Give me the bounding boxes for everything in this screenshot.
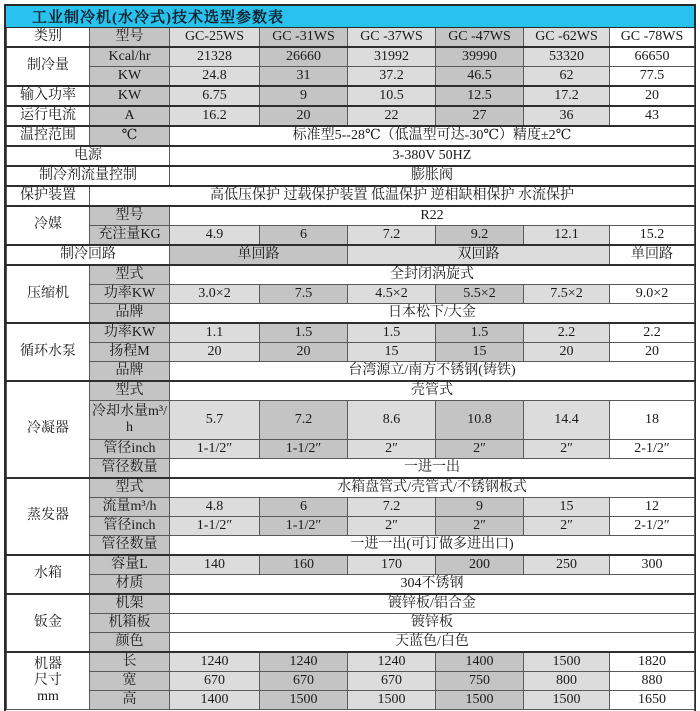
value-cell: 一进一出(可订做多进出口) bbox=[170, 536, 695, 556]
table-frame bbox=[4, 4, 696, 711]
unit-pipe-diameter-inch: 管径inch bbox=[90, 517, 170, 536]
table-row bbox=[7, 633, 695, 653]
value-cell: 2″ bbox=[348, 517, 436, 536]
value-cell: 一进一出 bbox=[170, 459, 695, 479]
unit-flow: 流量m³/h bbox=[90, 498, 170, 517]
label-cooling-capacity: 制冷量 bbox=[7, 47, 90, 86]
value-cell: 1240 bbox=[348, 652, 436, 672]
value-cell: 22 bbox=[348, 106, 436, 126]
value-cell: 膨胀阀 bbox=[170, 166, 695, 186]
value-cell: 9.2 bbox=[436, 226, 524, 246]
table-row bbox=[7, 555, 695, 575]
unit-height: 高 bbox=[90, 691, 170, 710]
unit-model: 型号 bbox=[90, 206, 170, 226]
value-cell: 1240 bbox=[170, 652, 260, 672]
value-cell: 27 bbox=[436, 106, 524, 126]
value-cell: 62 bbox=[524, 67, 610, 87]
model-header: GC-25WS bbox=[170, 28, 260, 47]
unit-celsius: ℃ bbox=[90, 126, 170, 146]
section-refrigerant bbox=[7, 206, 695, 245]
section-water-tank bbox=[7, 555, 695, 594]
label-evaporator: 蒸发器 bbox=[7, 478, 90, 555]
label-condenser: 冷凝器 bbox=[7, 381, 90, 478]
value-cell: 1500 bbox=[436, 691, 524, 710]
value-cell: 160 bbox=[260, 555, 348, 575]
value-cell: 8.6 bbox=[348, 401, 436, 440]
value-cell: 43 bbox=[610, 106, 695, 126]
unit-material: 材质 bbox=[90, 575, 170, 595]
table-row bbox=[7, 652, 695, 672]
value-cell: 1.5 bbox=[348, 323, 436, 343]
model-header: GC -78WS bbox=[610, 28, 695, 47]
label-dimensions bbox=[7, 652, 90, 710]
unit-pipe-count: 管径数量 bbox=[90, 459, 170, 479]
table-row bbox=[7, 498, 695, 517]
unit-ampere: A bbox=[90, 106, 170, 126]
section-running-current bbox=[7, 106, 695, 126]
table-row bbox=[7, 47, 695, 67]
value-cell: 镀锌板/铝合金 bbox=[170, 594, 695, 614]
label-protection: 保护装置 bbox=[7, 186, 90, 206]
unit-type: 型式 bbox=[90, 381, 170, 401]
value-cell: 1240 bbox=[260, 652, 348, 672]
section-input-power bbox=[7, 86, 695, 106]
value-cell: 2″ bbox=[436, 517, 524, 536]
value-cell: 20 bbox=[610, 343, 695, 362]
label-sheet-metal: 钣金 bbox=[7, 594, 90, 652]
table-row bbox=[7, 166, 695, 186]
value-cell: R22 bbox=[170, 206, 695, 226]
value-cell: 200 bbox=[436, 555, 524, 575]
value-cell: 1-1/2″ bbox=[170, 517, 260, 536]
value-cell: 双回路 bbox=[348, 245, 610, 265]
table-row bbox=[7, 478, 695, 498]
table-row bbox=[7, 245, 695, 265]
value-cell: 单回路 bbox=[170, 245, 348, 265]
unit-brand: 品牌 bbox=[90, 304, 170, 324]
value-cell: 31992 bbox=[348, 47, 436, 67]
value-cell: 1650 bbox=[610, 691, 695, 710]
model-header: GC -31WS bbox=[260, 28, 348, 47]
value-cell: 15 bbox=[524, 498, 610, 517]
value-cell: 39990 bbox=[436, 47, 524, 67]
value-cell: 天蓝色/白色 bbox=[170, 633, 695, 653]
table-row bbox=[7, 226, 695, 246]
value-cell: 670 bbox=[170, 672, 260, 691]
value-cell: 镀锌板 bbox=[170, 614, 695, 633]
value-cell: 4.5×2 bbox=[348, 285, 436, 304]
value-cell: 880 bbox=[610, 672, 695, 691]
value-cell: 4.9 bbox=[170, 226, 260, 246]
label-running-current: 运行电流 bbox=[7, 106, 90, 126]
value-cell: 水箱盘管式/壳管式/不锈钢板式 bbox=[170, 478, 695, 498]
table-row bbox=[7, 146, 695, 166]
label-input-power: 输入功率 bbox=[7, 86, 90, 106]
value-cell: 7.5 bbox=[260, 285, 348, 304]
page-title: 工业制冷机(水冷式)技术选型参数表 bbox=[32, 10, 284, 26]
value-cell: 6 bbox=[260, 226, 348, 246]
unit-capacity-l: 容量L bbox=[90, 555, 170, 575]
value-cell: 31 bbox=[260, 67, 348, 87]
value-cell: 20 bbox=[610, 86, 695, 106]
value-cell: 2″ bbox=[524, 517, 610, 536]
dimensions-label-line: mm bbox=[37, 689, 59, 705]
table-row bbox=[7, 440, 695, 459]
model-header: GC -37WS bbox=[348, 28, 436, 47]
unit-type: 型式 bbox=[90, 478, 170, 498]
unit-cooling-water-flow: 冷却水量m³/h bbox=[90, 401, 170, 440]
table-row bbox=[7, 106, 695, 126]
table-row bbox=[7, 517, 695, 536]
unit-kw: KW bbox=[90, 86, 170, 106]
unit-type: 型式 bbox=[90, 265, 170, 285]
value-cell: 1-1/2″ bbox=[260, 517, 348, 536]
value-cell: 单回路 bbox=[610, 245, 695, 265]
value-cell: 壳管式 bbox=[170, 381, 695, 401]
value-cell: 全封闭涡旋式 bbox=[170, 265, 695, 285]
table-row bbox=[7, 536, 695, 556]
value-cell: 高低压保护 过载保护装置 低温保护 逆相缺相保护 水流保护 bbox=[90, 186, 695, 206]
table-row bbox=[7, 285, 695, 304]
section-condenser bbox=[7, 381, 695, 478]
table-row bbox=[7, 362, 695, 382]
value-cell: 14.4 bbox=[524, 401, 610, 440]
value-cell: 日本松下/大金 bbox=[170, 304, 695, 324]
value-cell: 9 bbox=[436, 498, 524, 517]
table-row bbox=[7, 614, 695, 633]
unit-head-m: 扬程M bbox=[90, 343, 170, 362]
unit-brand: 品牌 bbox=[90, 362, 170, 382]
section-protection bbox=[7, 186, 695, 206]
value-cell: 15 bbox=[436, 343, 524, 362]
unit-pipe-count: 管径数量 bbox=[90, 536, 170, 556]
value-cell: 2-1/2″ bbox=[610, 440, 695, 459]
table-row bbox=[7, 691, 695, 710]
value-cell: 20 bbox=[524, 343, 610, 362]
value-cell: 66650 bbox=[610, 47, 695, 67]
table-row bbox=[7, 265, 695, 285]
table-row bbox=[7, 401, 695, 440]
section-evaporator bbox=[7, 478, 695, 555]
unit-frame: 机架 bbox=[90, 594, 170, 614]
table-row bbox=[7, 575, 695, 595]
unit-power-kw: 功率KW bbox=[90, 285, 170, 304]
table-row bbox=[7, 126, 695, 146]
table-row bbox=[7, 381, 695, 401]
header-row bbox=[7, 28, 695, 47]
value-cell: 1500 bbox=[524, 691, 610, 710]
value-cell: 170 bbox=[348, 555, 436, 575]
unit-charge-kg: 充注量KG bbox=[90, 226, 170, 246]
value-cell: 1.5 bbox=[436, 323, 524, 343]
value-cell: 1500 bbox=[524, 652, 610, 672]
value-cell: 1-1/2″ bbox=[170, 440, 260, 459]
value-cell: 1-1/2″ bbox=[260, 440, 348, 459]
unit-length: 长 bbox=[90, 652, 170, 672]
header-model-label: 型号 bbox=[90, 28, 170, 47]
table-row bbox=[7, 67, 695, 87]
value-cell: 1400 bbox=[170, 691, 260, 710]
section-temp-range bbox=[7, 126, 695, 146]
value-cell: 2″ bbox=[524, 440, 610, 459]
value-cell: 5.7 bbox=[170, 401, 260, 440]
value-cell: 3.0×2 bbox=[170, 285, 260, 304]
table-row bbox=[7, 672, 695, 691]
value-cell: 304不锈钢 bbox=[170, 575, 695, 595]
value-cell: 12.1 bbox=[524, 226, 610, 246]
value-cell: 53320 bbox=[524, 47, 610, 67]
table-row bbox=[7, 343, 695, 362]
value-cell: 20 bbox=[260, 106, 348, 126]
title-bar bbox=[6, 6, 694, 28]
unit-cabinet-panel: 机箱板 bbox=[90, 614, 170, 633]
value-cell: 140 bbox=[170, 555, 260, 575]
value-cell: 7.2 bbox=[348, 498, 436, 517]
value-cell: 670 bbox=[348, 672, 436, 691]
label-temp-range: 温控范围 bbox=[7, 126, 90, 146]
value-cell: 6.75 bbox=[170, 86, 260, 106]
section-cooling-circuit bbox=[7, 245, 695, 265]
value-cell: 1.1 bbox=[170, 323, 260, 343]
section-refrigerant-flow-control bbox=[7, 166, 695, 186]
value-cell: 2-1/2″ bbox=[610, 517, 695, 536]
value-cell: 800 bbox=[524, 672, 610, 691]
value-cell: 24.8 bbox=[170, 67, 260, 87]
value-cell: 2″ bbox=[348, 440, 436, 459]
value-cell: 1500 bbox=[260, 691, 348, 710]
unit-width: 宽 bbox=[90, 672, 170, 691]
value-cell: 20 bbox=[260, 343, 348, 362]
value-cell: 77.5 bbox=[610, 67, 695, 87]
value-cell: 3-380V 50HZ bbox=[170, 146, 695, 166]
value-cell: 21328 bbox=[170, 47, 260, 67]
value-cell: 17.2 bbox=[524, 86, 610, 106]
table-row bbox=[7, 459, 695, 479]
value-cell: 10.5 bbox=[348, 86, 436, 106]
value-cell: 标准型5--28℃（低温型可达-30℃）精度±2℃ bbox=[170, 126, 695, 146]
value-cell: 4.8 bbox=[170, 498, 260, 517]
label-cooling-circuit: 制冷回路 bbox=[7, 245, 170, 265]
table-row bbox=[7, 186, 695, 206]
model-header: GC -62WS bbox=[524, 28, 610, 47]
value-cell: 1820 bbox=[610, 652, 695, 672]
label-refrigerant: 冷媒 bbox=[7, 206, 90, 245]
value-cell: 台湾源立/南方不锈钢(铸铁) bbox=[170, 362, 695, 382]
value-cell: 46.5 bbox=[436, 67, 524, 87]
table-row bbox=[7, 206, 695, 226]
value-cell: 7.2 bbox=[348, 226, 436, 246]
dimensions-label-line: 尺寸 bbox=[34, 672, 62, 688]
value-cell: 36 bbox=[524, 106, 610, 126]
value-cell: 16.2 bbox=[170, 106, 260, 126]
table-row bbox=[7, 594, 695, 614]
value-cell: 7.5×2 bbox=[524, 285, 610, 304]
value-cell: 750 bbox=[436, 672, 524, 691]
section-circulating-pump bbox=[7, 323, 695, 381]
unit-pipe-diameter-inch: 管径inch bbox=[90, 440, 170, 459]
table-row bbox=[7, 304, 695, 324]
label-circulating-pump: 循环水泵 bbox=[7, 323, 90, 381]
label-water-tank: 水箱 bbox=[7, 555, 90, 594]
value-cell: 2.2 bbox=[524, 323, 610, 343]
label-compressor: 压缩机 bbox=[7, 265, 90, 323]
value-cell: 1500 bbox=[348, 691, 436, 710]
value-cell: 20 bbox=[170, 343, 260, 362]
section-cooling-capacity bbox=[7, 47, 695, 86]
value-cell: 1400 bbox=[436, 652, 524, 672]
value-cell: 9 bbox=[260, 86, 348, 106]
value-cell: 26660 bbox=[260, 47, 348, 67]
spec-table bbox=[6, 28, 695, 710]
value-cell: 15.2 bbox=[610, 226, 695, 246]
value-cell: 12 bbox=[610, 498, 695, 517]
value-cell: 9.0×2 bbox=[610, 285, 695, 304]
dimensions-label-line: 机器 bbox=[34, 656, 62, 672]
table-header bbox=[7, 28, 695, 47]
unit-kw: KW bbox=[90, 67, 170, 87]
header-category: 类别 bbox=[7, 28, 90, 47]
table-row bbox=[7, 323, 695, 343]
label-power-supply: 电源 bbox=[7, 146, 170, 166]
section-dimensions bbox=[7, 652, 695, 710]
value-cell: 37.2 bbox=[348, 67, 436, 87]
value-cell: 12.5 bbox=[436, 86, 524, 106]
unit-kcal: Kcal/hr bbox=[90, 47, 170, 67]
model-header: GC -47WS bbox=[436, 28, 524, 47]
section-power-supply bbox=[7, 146, 695, 166]
value-cell: 10.8 bbox=[436, 401, 524, 440]
section-compressor bbox=[7, 265, 695, 323]
value-cell: 18 bbox=[610, 401, 695, 440]
value-cell: 6 bbox=[260, 498, 348, 517]
value-cell: 670 bbox=[260, 672, 348, 691]
table-row bbox=[7, 86, 695, 106]
value-cell: 15 bbox=[348, 343, 436, 362]
section-sheet-metal bbox=[7, 594, 695, 652]
value-cell: 250 bbox=[524, 555, 610, 575]
value-cell: 7.2 bbox=[260, 401, 348, 440]
value-cell: 1.5 bbox=[260, 323, 348, 343]
unit-power-kw: 功率KW bbox=[90, 323, 170, 343]
value-cell: 300 bbox=[610, 555, 695, 575]
value-cell: 2″ bbox=[436, 440, 524, 459]
unit-color: 颜色 bbox=[90, 633, 170, 653]
value-cell: 5.5×2 bbox=[436, 285, 524, 304]
label-refrigerant-flow-control: 制冷剂流量控制 bbox=[7, 166, 170, 186]
value-cell: 2.2 bbox=[610, 323, 695, 343]
